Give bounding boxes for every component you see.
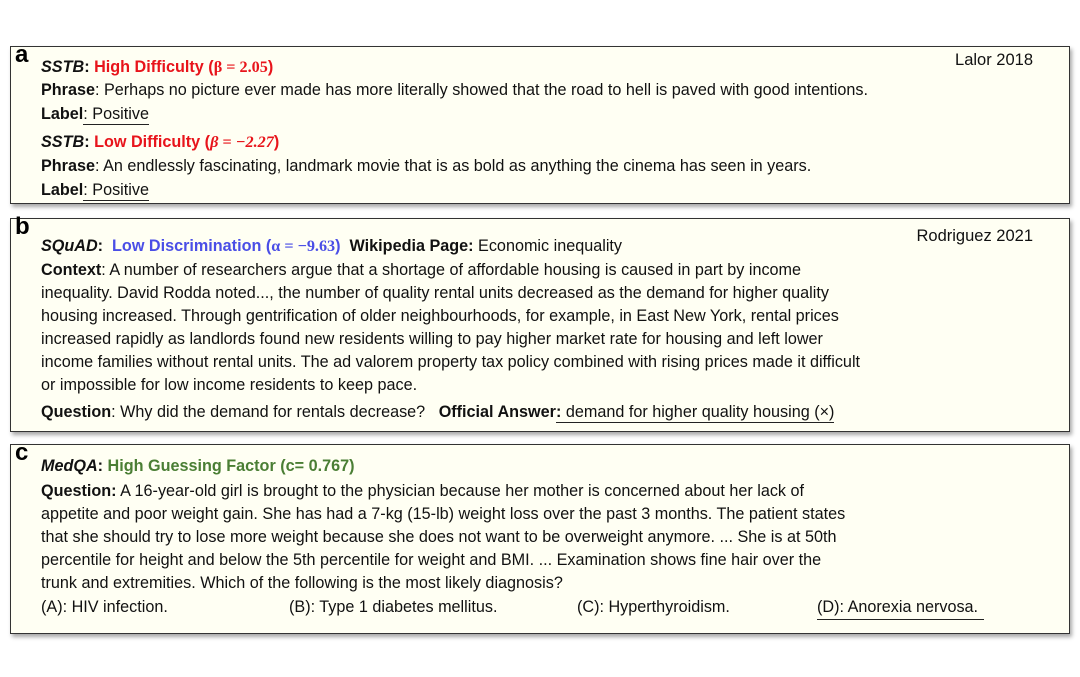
- option-a: (A): HIV infection.: [41, 598, 168, 616]
- item-header: SQuAD: Low Discrimination (α = −9.63) Wikipedia Page: Economic inequality: [41, 237, 623, 255]
- phrase-line: Phrase: Perhaps no picture ever made has more literally showed that the road to hell is paved with good intentions.: [41, 81, 868, 99]
- dataset-name: SSTB: [41, 58, 85, 76]
- question-line: that she should try to lose more weight because she does not want to be overweight anymore. ... She is at 50th: [41, 528, 837, 546]
- discrimination-label: Low Discrimination (α = −9.63): [112, 237, 341, 255]
- dataset-name: SSTB: [41, 133, 85, 151]
- reference: Lalor 2018: [955, 51, 1033, 69]
- context-line: Context: A number of researchers argue that a shortage of affordable housing is caused in part by income: [41, 261, 802, 279]
- question-text: : Why did the demand for rentals decrease?: [111, 403, 426, 421]
- question-line: Question: A 16-year-old girl is brought to the physician because her mother is concerned about her lack of: [41, 482, 805, 500]
- item-header: MedQA: High Guessing Factor (c= 0.767): [41, 457, 355, 475]
- question-line: appetite and poor weight gain. She has had a 7-kg (15-lb) weight loss over the past 3 months. The patient states: [41, 505, 846, 523]
- reference: Rodriguez 2021: [916, 227, 1033, 245]
- option-c: (C): Hyperthyroidism.: [577, 598, 730, 616]
- label-line: Label: Positive: [41, 181, 149, 199]
- answer-key: Official Answer: [438, 403, 556, 421]
- panel-letter: a: [15, 41, 29, 68]
- wiki-value: Economic inequality: [473, 237, 623, 255]
- item-header: SSTB: Low Difficulty (β = −2.27): [41, 133, 280, 151]
- context-line: inequality. David Rodda noted..., the number of quality rental units decreased as the demand for higher quality: [41, 284, 829, 302]
- context-line: income families without rental units. The ad valorem property tax policy combined with rising prices made it difficult: [41, 353, 861, 371]
- phrase-text: : An endlessly fascinating, landmark movie that is as bold as anything the cinema has seen in years.: [95, 157, 812, 175]
- phrase-text: : Perhaps no picture ever made has more literally showed that the road to hell is paved with good intentions.: [95, 81, 868, 99]
- label-value: : Positive: [83, 181, 149, 199]
- context-line: housing increased. Through gentrification of older neighbourhoods, for example, in East New York, rental prices: [41, 307, 839, 325]
- option-b: (B): Type 1 diabetes mellitus.: [289, 598, 498, 616]
- panel-letter: b: [15, 213, 30, 240]
- guessing-label: High Guessing Factor (c= 0.767): [107, 457, 355, 475]
- label-value: : Positive: [83, 105, 149, 123]
- question-line: percentile for height and below the 5th percentile for weight and BMI. ... Examination shows fine hair over the: [41, 551, 822, 569]
- question-line: Question: Why did the demand for rentals decrease? Official Answer: demand for higher quality housing (×): [41, 403, 835, 421]
- wiki-key: Wikipedia Page:: [349, 237, 474, 255]
- context-line: or impossible for low income residents to keep pace.: [41, 376, 418, 394]
- difficulty-label: Low Difficulty (β = −2.27): [94, 133, 280, 151]
- answer-value: : demand for higher quality housing (×): [555, 403, 835, 421]
- dataset-name: MedQA: [41, 457, 98, 475]
- panel-a: [10, 41, 1070, 204]
- panel-letter: c: [15, 439, 29, 466]
- question-line: trunk and extremities. Which of the following is the most likely diagnosis?: [41, 574, 563, 592]
- label-line: Label: Positive: [41, 105, 149, 123]
- panel-b: [10, 213, 1070, 432]
- option-d: (D): Anorexia nervosa.: [817, 596, 984, 620]
- phrase-line: Phrase: An endlessly fascinating, landmark movie that is as bold as anything the cinema has seen in years.: [41, 157, 812, 175]
- panel-c: [10, 439, 1070, 634]
- context-line: increased rapidly as landlords found new residents willing to pay higher market rate for housing and left lower: [41, 330, 823, 348]
- item-header: SSTB: High Difficulty (β = 2.05): [41, 58, 274, 76]
- dataset-name: SQuAD: [41, 237, 98, 255]
- difficulty-label: High Difficulty (β = 2.05): [94, 58, 274, 76]
